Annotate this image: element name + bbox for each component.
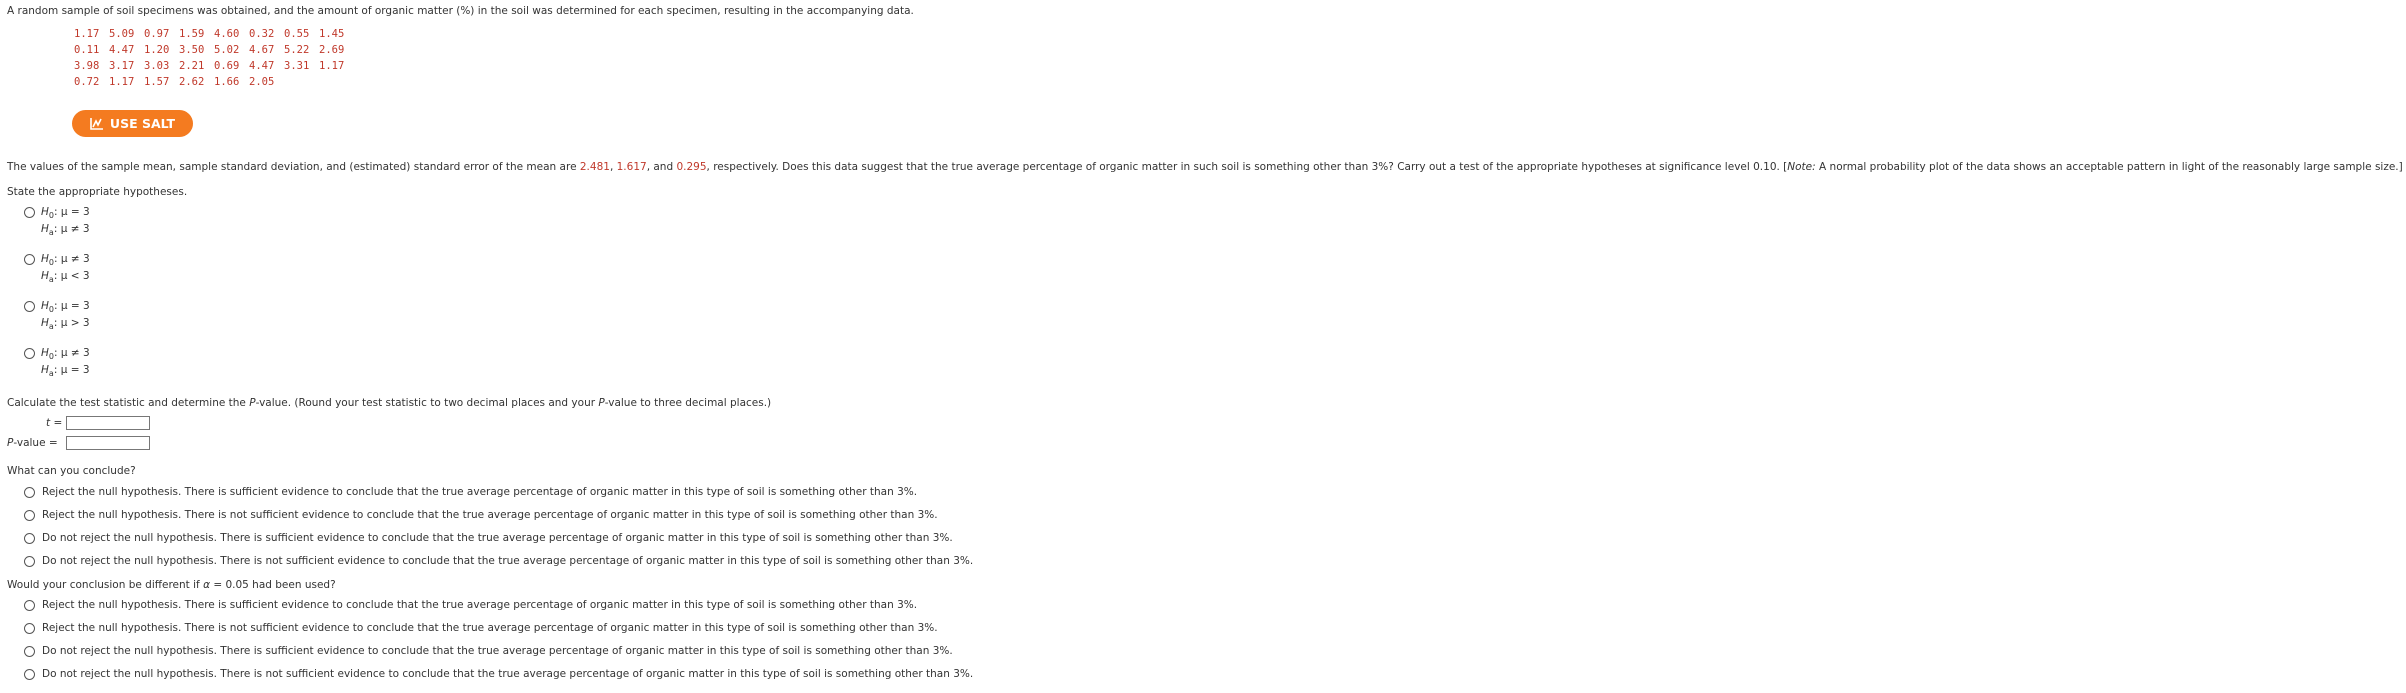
data-value: 2.62 [179, 76, 205, 88]
data-value: 4.60 [214, 28, 240, 40]
hypothesis-radio-3[interactable] [24, 301, 35, 312]
data-value: 2.05 [249, 76, 275, 88]
data-row [74, 76, 284, 88]
alternative-hypothesis: $H_a$: μ ≠ 3 [41, 223, 90, 238]
t-label: t = [46, 417, 63, 429]
conclusion-option-radio-2[interactable] [24, 510, 35, 521]
data-value: 0.55 [284, 28, 310, 40]
data-value: 1.45 [319, 28, 345, 40]
conclusion-option-label: Do not reject the null hypothesis. There is sufficient evidence to conclude that the true average percentage of organic matter in this type of soil is something other than 3%. [42, 532, 953, 544]
data-value: 4.47 [249, 60, 275, 72]
data-value: 3.17 [109, 60, 135, 72]
data-value: 1.17 [319, 60, 345, 72]
data-value: 3.31 [284, 60, 310, 72]
conclusion-option-radio-1[interactable] [24, 487, 35, 498]
alpha-question: Would your conclusion be different if α = 0.05 had been used? [7, 579, 336, 591]
data-row [74, 28, 354, 40]
data-row [74, 60, 354, 72]
data-value: 4.67 [249, 44, 275, 56]
use-salt-button[interactable] [72, 110, 193, 137]
conclusion-option-radio-3[interactable] [24, 533, 35, 544]
data-value: 0.69 [214, 60, 240, 72]
use-salt-label: USE SALT [109, 116, 176, 131]
data-value: 1.57 [144, 76, 170, 88]
alternative-hypothesis: $H_a$: μ > 3 [41, 317, 90, 332]
data-value: 3.98 [74, 60, 100, 72]
data-value: 0.11 [74, 44, 100, 56]
sd-value: 1.617 [616, 161, 647, 173]
alpha-option-radio-1[interactable] [24, 600, 35, 611]
alternative-hypothesis: $H_a$: μ < 3 [41, 270, 90, 285]
conclusion-option-label: Reject the null hypothesis. There is sufficient evidence to conclude that the true average percentage of organic matter in this type of soil is something other than 3%. [42, 486, 918, 498]
alpha-option-radio-3[interactable] [24, 646, 35, 657]
data-value: 1.20 [144, 44, 170, 56]
conclude-question: What can you conclude? [7, 465, 136, 477]
alpha-option-label: Reject the null hypothesis. There is not sufficient evidence to conclude that the true average percentage of organic matter in this type of soil is something other than 3%. [42, 622, 938, 634]
stats-sentence: The values of the sample mean, sample standard deviation, and (estimated) standard error of the mean are 2.481, 1.617, and 0.295, respectively. Does this data suggest that the true average percentage of organic matter in such soil is something other than 3%? Carry out a test of the appropriate hypotheses at significance level 0.10. [Note: A normal probability plot of the data shows an acceptable pattern in light of the reasonably large sample size.] [7, 161, 2403, 173]
conclusion-option-radio-4[interactable] [24, 556, 35, 567]
data-value: 2.21 [179, 60, 205, 72]
hypothesis-radio-1[interactable] [24, 207, 35, 218]
data-value: 1.17 [74, 28, 100, 40]
conclusion-option-label: Do not reject the null hypothesis. There is not sufficient evidence to conclude that the true average percentage of organic matter in this type of soil is something other than 3%. [42, 555, 974, 567]
hypothesis-radio-2[interactable] [24, 254, 35, 265]
data-value: 5.22 [284, 44, 310, 56]
t-statistic-input[interactable] [66, 416, 150, 430]
alpha-option-radio-4[interactable] [24, 669, 35, 680]
data-value: 0.32 [249, 28, 275, 40]
data-value: 5.09 [109, 28, 135, 40]
data-row [74, 44, 354, 56]
data-value: 4.47 [109, 44, 135, 56]
salt-icon [90, 117, 104, 130]
data-value: 1.59 [179, 28, 205, 40]
null-hypothesis: $H_0$: μ ≠ 3 [41, 347, 90, 362]
alpha-option-radio-2[interactable] [24, 623, 35, 634]
alpha-option-label: Do not reject the null hypothesis. There is not sufficient evidence to conclude that the true average percentage of organic matter in this type of soil is something other than 3%. [42, 668, 974, 680]
data-value: 3.03 [144, 60, 170, 72]
p-value-input[interactable] [66, 436, 150, 450]
hypothesis-radio-4[interactable] [24, 348, 35, 359]
mean-value: 2.481 [579, 161, 610, 173]
p-value-label: P-value = [7, 437, 58, 449]
null-hypothesis: $H_0$: μ = 3 [41, 206, 90, 221]
conclusion-option-label: Reject the null hypothesis. There is not sufficient evidence to conclude that the true average percentage of organic matter in this type of soil is something other than 3%. [42, 509, 938, 521]
data-value: 1.66 [214, 76, 240, 88]
data-value: 0.97 [144, 28, 170, 40]
state-hypotheses-label: State the appropriate hypotheses. [7, 186, 188, 198]
intro-text: A random sample of soil specimens was obtained, and the amount of organic matter (%) in the soil was determined for each specimen, resulting in the accompanying data. [7, 5, 914, 17]
null-hypothesis: $H_0$: μ ≠ 3 [41, 253, 90, 268]
calc-instruction: Calculate the test statistic and determine the P-value. (Round your test statistic to two decimal places and your P-value to three decimal places.) [7, 397, 772, 409]
data-value: 1.17 [109, 76, 135, 88]
data-value: 3.50 [179, 44, 205, 56]
alpha-option-label: Do not reject the null hypothesis. There is sufficient evidence to conclude that the true average percentage of organic matter in this type of soil is something other than 3%. [42, 645, 953, 657]
null-hypothesis: $H_0$: μ = 3 [41, 300, 90, 315]
alternative-hypothesis: $H_a$: μ = 3 [41, 364, 90, 379]
se-value: 0.295 [676, 161, 707, 173]
data-value: 5.02 [214, 44, 240, 56]
alpha-option-label: Reject the null hypothesis. There is sufficient evidence to conclude that the true average percentage of organic matter in this type of soil is something other than 3%. [42, 599, 918, 611]
data-value: 2.69 [319, 44, 345, 56]
data-value: 0.72 [74, 76, 100, 88]
